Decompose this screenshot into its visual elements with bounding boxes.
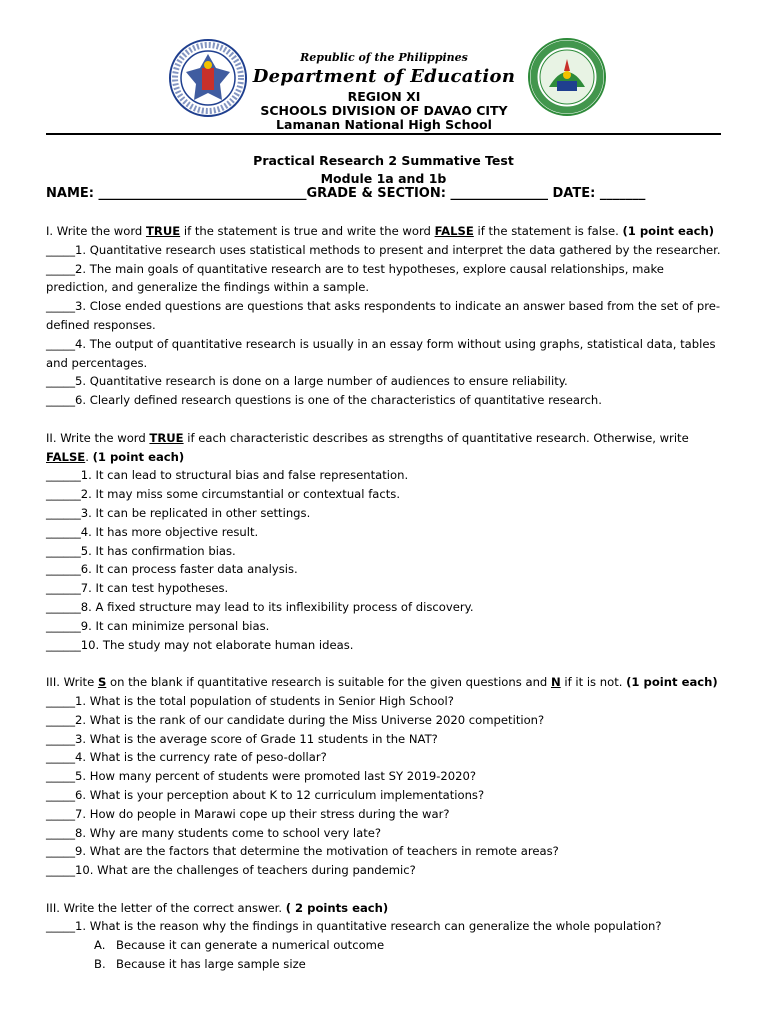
part4-instructions <box>46 899 726 918</box>
part1-instructions <box>46 222 726 241</box>
part1-intro-b: if the statement is true and write the word <box>180 224 435 238</box>
list-item: ______7. It can test hypotheses. <box>46 581 229 596</box>
list-item: ______2. It may miss some circumstantial or contextual facts. <box>46 487 401 502</box>
part2-points: (1 point each) <box>92 449 185 464</box>
part3-intro-c: if it is not. <box>560 675 627 690</box>
list-item: ______3. It can be replicated in other settings. <box>46 505 311 520</box>
part1-points: (1 point each) <box>622 224 715 238</box>
part1-keyword-true: TRUE <box>145 224 181 238</box>
list-item: _____6. Clearly defined research questions is one of the characteristics of quantitative research. <box>46 393 602 408</box>
part2-instructions-cont <box>46 448 726 467</box>
list-item: ______5. It has confirmation bias. <box>46 543 236 558</box>
list-item: _____2. The main goals of quantitative research are to test hypotheses, explore causal relationships, make <box>46 261 664 276</box>
list-item: ______9. It can minimize personal bias. <box>46 618 270 633</box>
mc-question: _____1. What is the reason why the findings in quantitative research can generalize the whole population? <box>46 919 662 934</box>
list-item: _____4. What is the currency rate of peso-dollar? <box>46 750 327 765</box>
section-spacer <box>46 410 726 429</box>
list-item-continuation: prediction, and generalize the findings within a sample. <box>46 280 370 295</box>
part3-points: (1 point each) <box>626 675 718 690</box>
part3-instructions <box>46 673 726 692</box>
name-label: NAME: <box>46 186 94 201</box>
section-spacer <box>46 880 726 899</box>
subject-title: Practical Research 2 Summative Test <box>253 153 514 168</box>
part4-intro: III. Write the letter of the correct answer. <box>46 900 286 915</box>
section-spacer <box>46 654 726 673</box>
option-letter: A. <box>94 938 106 953</box>
list-item: _____4. The output of quantitative research is usually in an essay form without using graphs, statistical data, tables <box>46 336 716 351</box>
letterhead <box>0 36 768 136</box>
module-title: Module 1a and 1b <box>320 171 447 186</box>
part2-intro-c: . <box>85 449 93 464</box>
list-item: _____6. What is your perception about K to 12 curriculum implementations? <box>46 787 485 802</box>
list-item: _____8. Why are many students come to school very late? <box>46 825 382 840</box>
list-item: ______8. A fixed structure may lead to its inflexibility process of discovery. <box>46 599 474 614</box>
date-blank[interactable]: _______ <box>599 186 646 201</box>
part2-keyword-true: TRUE <box>149 430 184 445</box>
mc-option <box>46 955 726 974</box>
list-item: _____1. What is the total population of students in Senior High School? <box>46 693 454 708</box>
list-item: _____5. Quantitative research is done on a large number of audiences to ensure reliability. <box>46 374 568 389</box>
part1-keyword-false: FALSE <box>434 224 474 238</box>
option-text: Because it has large sample size <box>116 957 306 972</box>
region-line: REGION XI <box>347 89 421 104</box>
mc-option <box>46 936 726 955</box>
list-item: _____10. What are the challenges of teachers during pandemic? <box>46 863 416 878</box>
list-item: _____3. Close ended questions are questions that asks respondents to indicate an answer based from the set of pre- <box>46 299 721 314</box>
list-item: ______4. It has more objective result. <box>46 524 259 539</box>
school-name: Lamanan National High School <box>276 117 492 132</box>
list-item: ______6. It can process faster data analysis. <box>46 562 298 577</box>
part3-intro-a: III. Write <box>46 675 98 690</box>
name-blank[interactable]: ________________________________ <box>98 186 307 201</box>
list-item: _____7. How do people in Marawi cope up their stress during the war? <box>46 806 450 821</box>
grade-section-blank[interactable]: _______________ <box>450 186 548 201</box>
list-item: ______1. It can lead to structural bias and false representation. <box>46 468 409 483</box>
list-item: _____3. What is the average score of Grade 11 students in the NAT? <box>46 731 438 746</box>
davao-division-seal-logo <box>527 37 607 117</box>
part2-intro-a: II. Write the word <box>46 430 150 445</box>
header-divider <box>46 133 721 135</box>
part1-intro-c: if the statement is false. <box>473 224 623 238</box>
option-text: Because it can generate a numerical outcome <box>116 938 385 953</box>
grade-section-label: GRADE & SECTION: <box>306 186 446 201</box>
test-body <box>46 222 726 974</box>
division-line: SCHOOLS DIVISION OF DAVAO CITY <box>260 103 508 118</box>
list-item: ______10. The study may not elaborate human ideas. <box>46 637 354 652</box>
date-label: DATE: <box>552 186 596 201</box>
part2-intro-b: if each characteristic describes as strengths of quantitative research. Otherwise, write <box>183 430 689 445</box>
list-item: _____5. How many percent of students were promoted last SY 2019-2020? <box>46 769 477 784</box>
part2-keyword-false: FALSE <box>46 449 86 464</box>
list-item: _____9. What are the factors that determine the motivation of teachers in remote areas? <box>46 844 559 859</box>
part3-intro-b: on the blank if quantitative research is suitable for the given questions and <box>106 675 551 690</box>
list-item: _____1. Quantitative research uses statistical methods to present and interpret the data gathered by the researcher. <box>46 242 721 257</box>
department-title: Department of Education <box>252 66 516 87</box>
part4-points: ( 2 points each) <box>285 900 389 915</box>
test-title <box>46 152 721 188</box>
student-info-line <box>46 186 746 201</box>
list-item-continuation: and percentages. <box>46 355 148 370</box>
part1-intro-a: I. Write the word <box>46 224 146 238</box>
list-item-continuation: defined responses. <box>46 317 156 332</box>
option-letter: B. <box>94 957 106 972</box>
list-item: _____2. What is the rank of our candidate during the Miss Universe 2020 competition? <box>46 712 545 727</box>
part3-keyword-n: N <box>550 675 561 690</box>
part3-keyword-s: S <box>97 675 107 690</box>
part2-instructions <box>46 429 726 448</box>
republic-line: Republic of the Philippines <box>300 51 468 64</box>
